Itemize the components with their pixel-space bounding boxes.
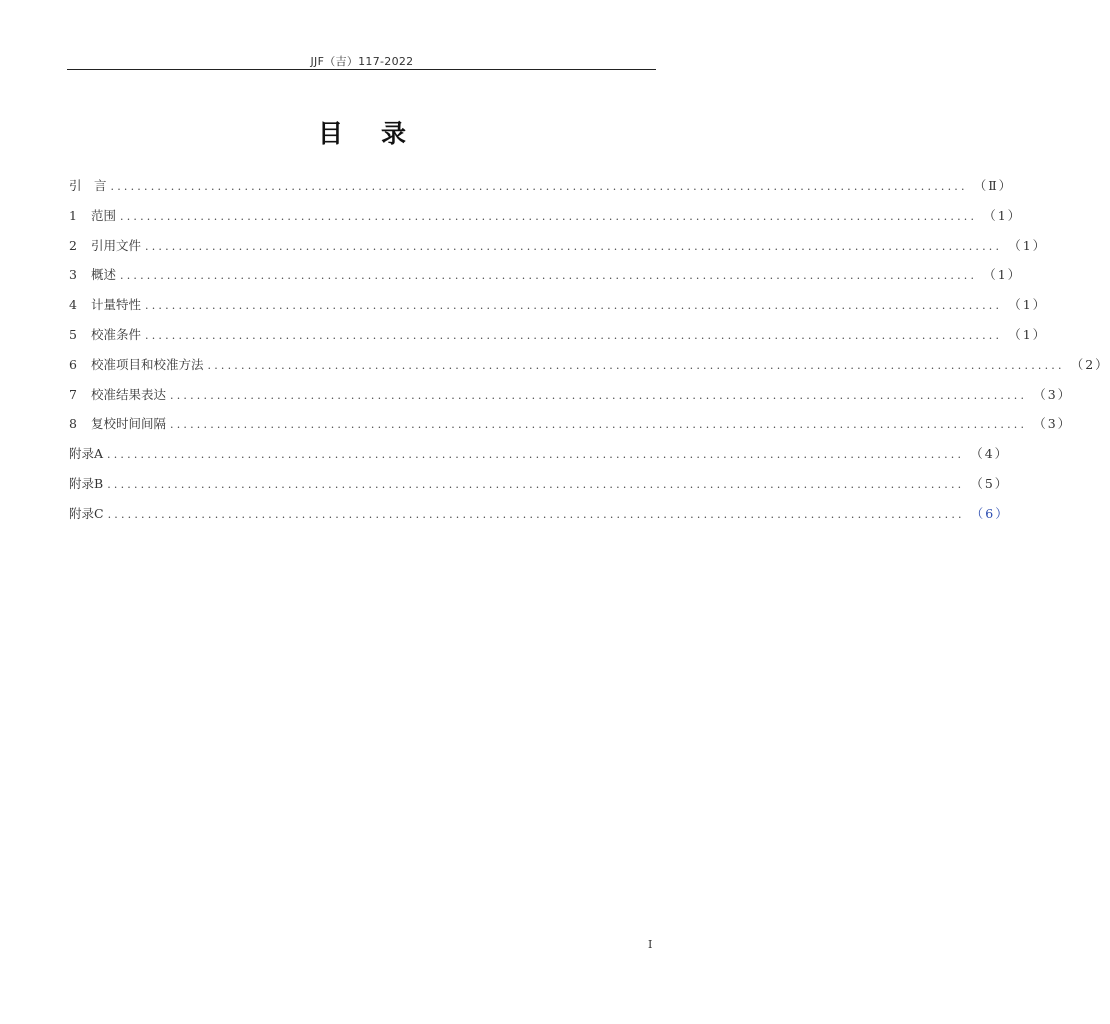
- toc-entry-page: （1）: [1008, 297, 1048, 313]
- toc-entry-label: 校准结果表达: [91, 386, 167, 402]
- toc-entry-page: （4）: [970, 446, 1010, 462]
- toc-entry-number: 8: [69, 416, 77, 432]
- toc-entry-label: 计量特性: [91, 297, 142, 313]
- toc-entry-calibration-conditions[interactable]: [69, 325, 1048, 355]
- toc-entry-results-expression[interactable]: [69, 385, 1073, 415]
- toc-entry-page: （2）: [1070, 356, 1110, 372]
- toc-entry-label: 校准项目和校准方法: [91, 356, 204, 372]
- toc-entry-appendix-a[interactable]: [69, 444, 1010, 474]
- toc-leader-dots: ................................................................................................................................: [207, 358, 1065, 372]
- toc-entry-label: 范围: [91, 207, 117, 223]
- page-title: 目录: [317, 119, 444, 148]
- toc-entry-page: （1）: [1008, 326, 1048, 342]
- toc-entry-label: 附录A: [69, 446, 104, 462]
- toc-entry-number: 1: [69, 207, 77, 223]
- toc-entry-page: （1）: [983, 267, 1023, 283]
- toc-entry-overview[interactable]: [69, 265, 1023, 295]
- toc-entry-page: （3）: [1033, 416, 1073, 432]
- toc-leader-dots: ................................................................................................................................: [120, 209, 978, 223]
- document-code-header: JJF（吉）117-2022: [310, 55, 414, 68]
- toc-entry-scope[interactable]: [69, 206, 1023, 236]
- toc-entry-appendix-c[interactable]: [69, 504, 1010, 534]
- toc-entry-number: 6: [69, 356, 77, 372]
- footer-page-number: I: [648, 938, 653, 951]
- toc-entry-appendix-b[interactable]: [69, 474, 1010, 504]
- toc-leader-dots: ................................................................................................................................: [145, 239, 1003, 253]
- toc-leader-dots: ................................................................................................................................: [170, 418, 1028, 432]
- toc-leader-dots: ................................................................................................................................: [110, 180, 968, 193]
- toc-leader-dots: ................................................................................................................................: [120, 269, 978, 283]
- toc-leader-dots: ................................................................................................................................: [107, 477, 965, 491]
- toc-leader-dots: ................................................................................................................................: [170, 388, 1028, 402]
- toc-entry-page: （6）: [970, 505, 1010, 521]
- toc-entry-label: 引 言: [69, 178, 107, 193]
- toc-entry-calibration-items-methods[interactable]: [69, 355, 1110, 385]
- toc-entry-label: 复校时间间隔: [91, 416, 167, 432]
- toc-entry-metrology-characteristics[interactable]: [69, 295, 1048, 325]
- toc-entry-page: （Ⅱ）: [973, 178, 1014, 193]
- toc-entry-page: （1）: [983, 207, 1023, 223]
- toc-entry-label: 引用文件: [91, 237, 142, 253]
- toc-entry-number: 5: [69, 326, 77, 342]
- toc-entry-label: 附录C: [69, 505, 104, 521]
- toc-entry-foreword[interactable]: [69, 176, 1014, 206]
- table-of-contents: [69, 176, 1110, 534]
- header-divider: [67, 69, 656, 70]
- toc-entry-label: 校准条件: [91, 326, 142, 342]
- toc-entry-page: （3）: [1033, 386, 1073, 402]
- toc-entry-references[interactable]: [69, 236, 1048, 266]
- toc-leader-dots: ................................................................................................................................: [145, 328, 1003, 342]
- toc-entry-number: 7: [69, 386, 77, 402]
- toc-leader-dots: ................................................................................................................................: [107, 507, 965, 521]
- toc-leader-dots: ................................................................................................................................: [145, 299, 1003, 313]
- toc-entry-label: 概述: [91, 267, 117, 283]
- toc-entry-number: 4: [69, 297, 77, 313]
- toc-entry-label: 附录B: [69, 475, 104, 491]
- toc-leader-dots: ................................................................................................................................: [107, 448, 965, 462]
- toc-entry-page: （5）: [970, 475, 1010, 491]
- toc-entry-page: （1）: [1008, 237, 1048, 253]
- toc-entry-number: 3: [69, 267, 77, 283]
- toc-entry-number: 2: [69, 237, 77, 253]
- toc-entry-recalibration-interval[interactable]: [69, 414, 1073, 444]
